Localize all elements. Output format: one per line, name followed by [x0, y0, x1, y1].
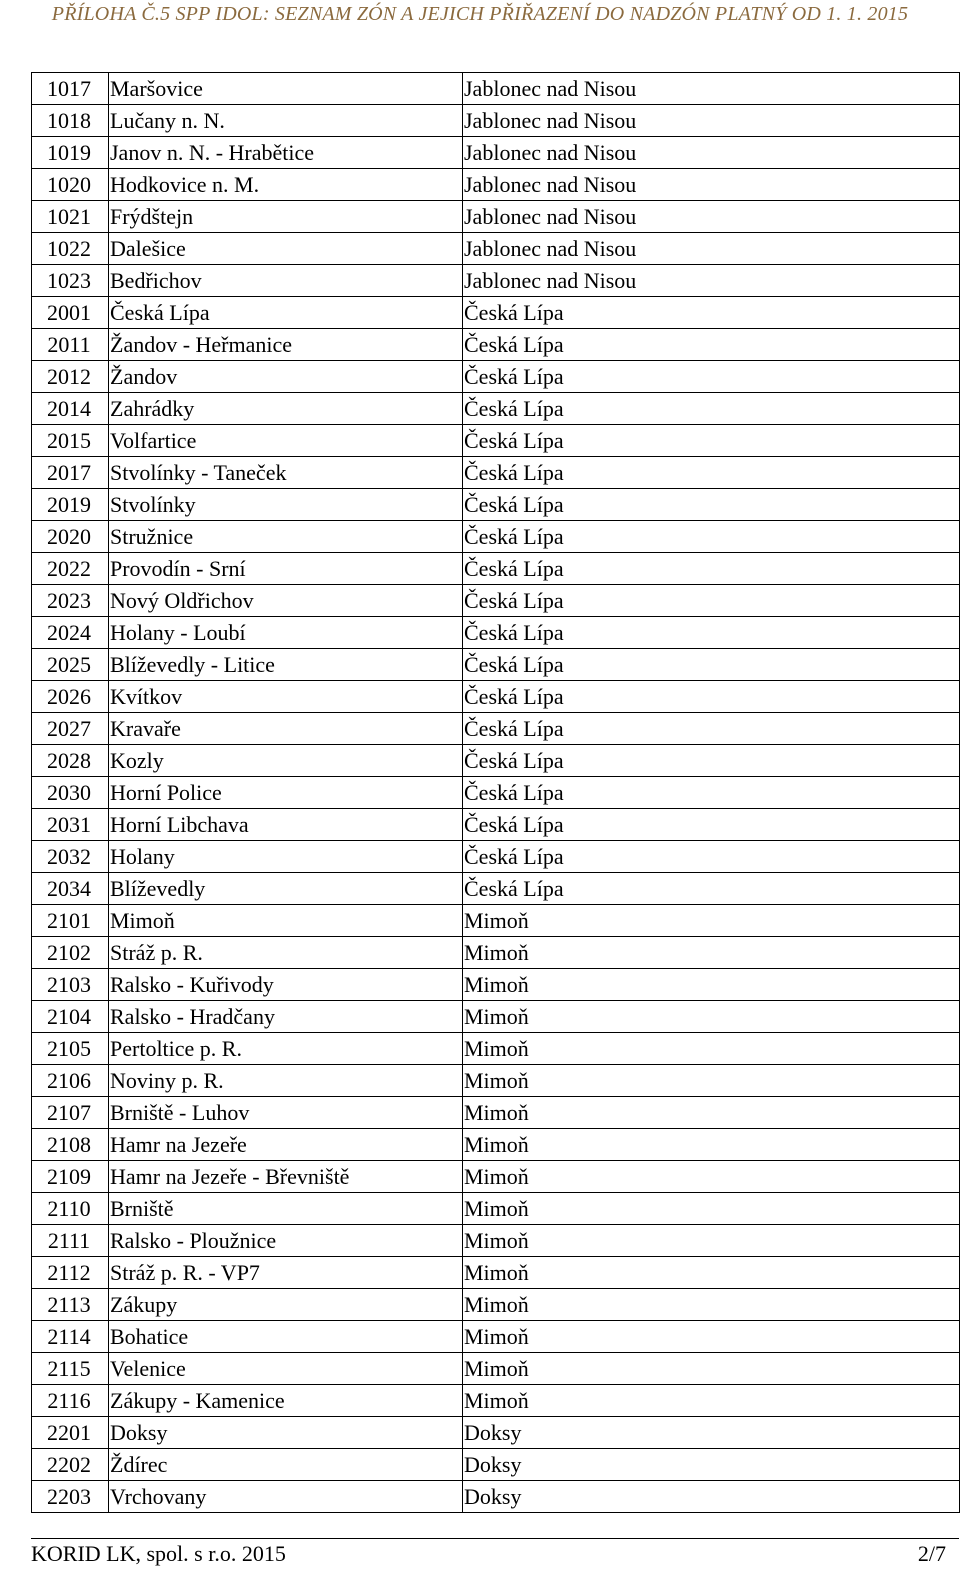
zone-code-cell: 1019 [32, 137, 109, 169]
table-row [32, 1257, 960, 1289]
zone-code-cell: 2027 [32, 713, 109, 745]
zone-code-cell: 2107 [32, 1097, 109, 1129]
zone-code-cell: 2108 [32, 1129, 109, 1161]
zone-name-cell: Stvolínky - Taneček [109, 457, 463, 489]
zone-table-body [32, 73, 960, 1513]
zone-code-cell: 2014 [32, 393, 109, 425]
table-row [32, 1481, 960, 1513]
table-row [32, 937, 960, 969]
zone-code-cell: 1017 [32, 73, 109, 105]
zone-name-cell: Zákupy [109, 1289, 463, 1321]
zone-code-cell: 2114 [32, 1321, 109, 1353]
zone-name-cell: Dalešice [109, 233, 463, 265]
table-row [32, 521, 960, 553]
table-row [32, 425, 960, 457]
zone-name-cell: Ralsko - Ploužnice [109, 1225, 463, 1257]
zone-name-cell: Kozly [109, 745, 463, 777]
overzone-cell: Mimoň [463, 1321, 960, 1353]
overzone-cell: Česká Lípa [463, 361, 960, 393]
zone-code-cell: 2022 [32, 553, 109, 585]
zone-name-cell: Žandov [109, 361, 463, 393]
zone-code-cell: 2111 [32, 1225, 109, 1257]
zone-name-cell: Blíževedly [109, 873, 463, 905]
zone-code-cell: 2034 [32, 873, 109, 905]
table-row [32, 1417, 960, 1449]
zone-name-cell: Hamr na Jezeře - Břevniště [109, 1161, 463, 1193]
zone-code-cell: 2104 [32, 1001, 109, 1033]
overzone-cell: Mimoň [463, 1353, 960, 1385]
overzone-cell: Mimoň [463, 1097, 960, 1129]
table-row [32, 585, 960, 617]
zone-code-cell: 2202 [32, 1449, 109, 1481]
zone-code-cell: 2015 [32, 425, 109, 457]
table-row [32, 201, 960, 233]
zone-name-cell: Frýdštejn [109, 201, 463, 233]
zone-code-cell: 2024 [32, 617, 109, 649]
zone-name-cell: Janov n. N. - Hrabětice [109, 137, 463, 169]
zone-code-cell: 2201 [32, 1417, 109, 1449]
overzone-cell: Mimoň [463, 1225, 960, 1257]
overzone-cell: Česká Lípa [463, 457, 960, 489]
table-row [32, 1449, 960, 1481]
table-row [32, 1065, 960, 1097]
zone-name-cell: Blíževedly - Litice [109, 649, 463, 681]
overzone-cell: Česká Lípa [463, 649, 960, 681]
overzone-cell: Jablonec nad Nisou [463, 265, 960, 297]
overzone-cell: Česká Lípa [463, 297, 960, 329]
zone-name-cell: Bedřichov [109, 265, 463, 297]
overzone-cell: Doksy [463, 1481, 960, 1513]
zone-code-cell: 1023 [32, 265, 109, 297]
zone-code-cell: 2105 [32, 1033, 109, 1065]
footer-page-number: 2/7 [917, 1541, 946, 1566]
zone-name-cell: Kvítkov [109, 681, 463, 713]
overzone-cell: Doksy [463, 1449, 960, 1481]
overzone-cell: Česká Lípa [463, 809, 960, 841]
overzone-cell: Česká Lípa [463, 617, 960, 649]
table-row [32, 681, 960, 713]
zone-code-cell: 2031 [32, 809, 109, 841]
zone-name-cell: Brniště - Luhov [109, 1097, 463, 1129]
zone-name-cell: Ždírec [109, 1449, 463, 1481]
overzone-cell: Mimoň [463, 1257, 960, 1289]
zone-code-cell: 2019 [32, 489, 109, 521]
zone-name-cell: Maršovice [109, 73, 463, 105]
table-row [32, 553, 960, 585]
zone-name-cell: Holany - Loubí [109, 617, 463, 649]
zone-name-cell: Brniště [109, 1193, 463, 1225]
table-row [32, 265, 960, 297]
table-row [32, 393, 960, 425]
table-row [32, 169, 960, 201]
table-row [32, 809, 960, 841]
zone-code-cell: 2112 [32, 1257, 109, 1289]
overzone-cell: Česká Lípa [463, 777, 960, 809]
zone-code-cell: 2106 [32, 1065, 109, 1097]
overzone-cell: Česká Lípa [463, 681, 960, 713]
zone-code-cell: 2025 [32, 649, 109, 681]
zone-code-cell: 2102 [32, 937, 109, 969]
zone-name-cell: Noviny p. R. [109, 1065, 463, 1097]
overzone-cell: Jablonec nad Nisou [463, 201, 960, 233]
zone-name-cell: Hodkovice n. M. [109, 169, 463, 201]
table-row [32, 713, 960, 745]
zone-name-cell: Lučany n. N. [109, 105, 463, 137]
zone-code-cell: 2020 [32, 521, 109, 553]
overzone-cell: Mimoň [463, 1001, 960, 1033]
table-row [32, 489, 960, 521]
table-row [32, 969, 960, 1001]
page-header [0, 0, 960, 30]
overzone-cell: Mimoň [463, 969, 960, 1001]
zone-name-cell: Stvolínky [109, 489, 463, 521]
overzone-cell: Česká Lípa [463, 745, 960, 777]
overzone-cell: Česká Lípa [463, 553, 960, 585]
zone-name-cell: Kravaře [109, 713, 463, 745]
zone-name-cell: Volfartice [109, 425, 463, 457]
zone-code-cell: 2011 [32, 329, 109, 361]
table-row [32, 73, 960, 105]
zone-name-cell: Holany [109, 841, 463, 873]
overzone-cell: Česká Lípa [463, 521, 960, 553]
zone-name-cell: Žandov - Heřmanice [109, 329, 463, 361]
overzone-cell: Mimoň [463, 1385, 960, 1417]
table-row [32, 1321, 960, 1353]
zone-name-cell: Velenice [109, 1353, 463, 1385]
table-row [32, 1385, 960, 1417]
table-row [32, 233, 960, 265]
zone-name-cell: Hamr na Jezeře [109, 1129, 463, 1161]
table-row [32, 777, 960, 809]
zone-code-cell: 1021 [32, 201, 109, 233]
zone-code-cell: 2203 [32, 1481, 109, 1513]
overzone-cell: Česká Lípa [463, 329, 960, 361]
zone-code-cell: 2109 [32, 1161, 109, 1193]
table-row [32, 361, 960, 393]
zone-code-cell: 2023 [32, 585, 109, 617]
table-row [32, 1033, 960, 1065]
overzone-cell: Česká Lípa [463, 489, 960, 521]
overzone-cell: Jablonec nad Nisou [463, 105, 960, 137]
overzone-cell: Mimoň [463, 1161, 960, 1193]
overzone-cell: Česká Lípa [463, 585, 960, 617]
zone-name-cell: Horní Libchava [109, 809, 463, 841]
zone-name-cell: Zahrádky [109, 393, 463, 425]
table-row [32, 1161, 960, 1193]
table-row [32, 137, 960, 169]
zone-name-cell: Vrchovany [109, 1481, 463, 1513]
overzone-cell: Mimoň [463, 905, 960, 937]
table-row [32, 297, 960, 329]
table-row [32, 745, 960, 777]
zone-name-cell: Stráž p. R. [109, 937, 463, 969]
overzone-cell: Mimoň [463, 1033, 960, 1065]
zone-name-cell: Provodín - Srní [109, 553, 463, 585]
table-row [32, 329, 960, 361]
zone-code-cell: 2030 [32, 777, 109, 809]
overzone-cell: Jablonec nad Nisou [463, 137, 960, 169]
zone-code-cell: 2116 [32, 1385, 109, 1417]
overzone-cell: Jablonec nad Nisou [463, 233, 960, 265]
overzone-cell: Česká Lípa [463, 425, 960, 457]
overzone-cell: Česká Lípa [463, 393, 960, 425]
overzone-cell: Jablonec nad Nisou [463, 169, 960, 201]
zone-code-cell: 2113 [32, 1289, 109, 1321]
zone-code-cell: 2110 [32, 1193, 109, 1225]
table-row [32, 873, 960, 905]
zone-name-cell: Nový Oldřichov [109, 585, 463, 617]
overzone-cell: Česká Lípa [463, 841, 960, 873]
overzone-cell: Doksy [463, 1417, 960, 1449]
footer-divider [31, 1538, 959, 1539]
zone-code-cell: 2012 [32, 361, 109, 393]
table-row [32, 905, 960, 937]
zone-name-cell: Stráž p. R. - VP7 [109, 1257, 463, 1289]
page-header-title: PŘÍLOHA Č.5 SPP IDOL: SEZNAM ZÓN A JEJICH PŘIŘAZENÍ DO NADZÓN PLATNÝ OD 1. 1. 2015 [51, 3, 909, 25]
zone-table [31, 72, 960, 1513]
table-row [32, 1353, 960, 1385]
zone-name-cell: Doksy [109, 1417, 463, 1449]
table-row [32, 105, 960, 137]
zone-code-cell: 2101 [32, 905, 109, 937]
zone-name-cell: Mimoň [109, 905, 463, 937]
overzone-cell: Jablonec nad Nisou [463, 73, 960, 105]
table-row [32, 1289, 960, 1321]
zone-name-cell: Horní Police [109, 777, 463, 809]
table-row [32, 1129, 960, 1161]
overzone-cell: Česká Lípa [463, 713, 960, 745]
footer-company: KORID LK, spol. s r.o. 2015 [31, 1541, 286, 1566]
zone-code-cell: 1020 [32, 169, 109, 201]
zone-code-cell: 2032 [32, 841, 109, 873]
zone-code-cell: 1018 [32, 105, 109, 137]
overzone-cell: Mimoň [463, 1065, 960, 1097]
zone-code-cell: 2115 [32, 1353, 109, 1385]
table-row [32, 617, 960, 649]
table-row [32, 1225, 960, 1257]
zone-name-cell: Ralsko - Hradčany [109, 1001, 463, 1033]
zone-name-cell: Zákupy - Kamenice [109, 1385, 463, 1417]
overzone-cell: Mimoň [463, 1193, 960, 1225]
overzone-cell: Mimoň [463, 937, 960, 969]
zone-code-cell: 1022 [32, 233, 109, 265]
table-row [32, 841, 960, 873]
table-row [32, 457, 960, 489]
table-row [32, 1193, 960, 1225]
overzone-cell: Mimoň [463, 1129, 960, 1161]
table-row [32, 1001, 960, 1033]
zone-name-cell: Stružnice [109, 521, 463, 553]
zone-code-cell: 2028 [32, 745, 109, 777]
zone-name-cell: Pertoltice p. R. [109, 1033, 463, 1065]
zone-name-cell: Bohatice [109, 1321, 463, 1353]
overzone-cell: Česká Lípa [463, 873, 960, 905]
overzone-cell: Mimoň [463, 1289, 960, 1321]
zone-code-cell: 2026 [32, 681, 109, 713]
zone-code-cell: 2001 [32, 297, 109, 329]
zone-name-cell: Česká Lípa [109, 297, 463, 329]
zone-code-cell: 2103 [32, 969, 109, 1001]
table-row [32, 1097, 960, 1129]
zone-code-cell: 2017 [32, 457, 109, 489]
table-row [32, 649, 960, 681]
zone-name-cell: Ralsko - Kuřivody [109, 969, 463, 1001]
